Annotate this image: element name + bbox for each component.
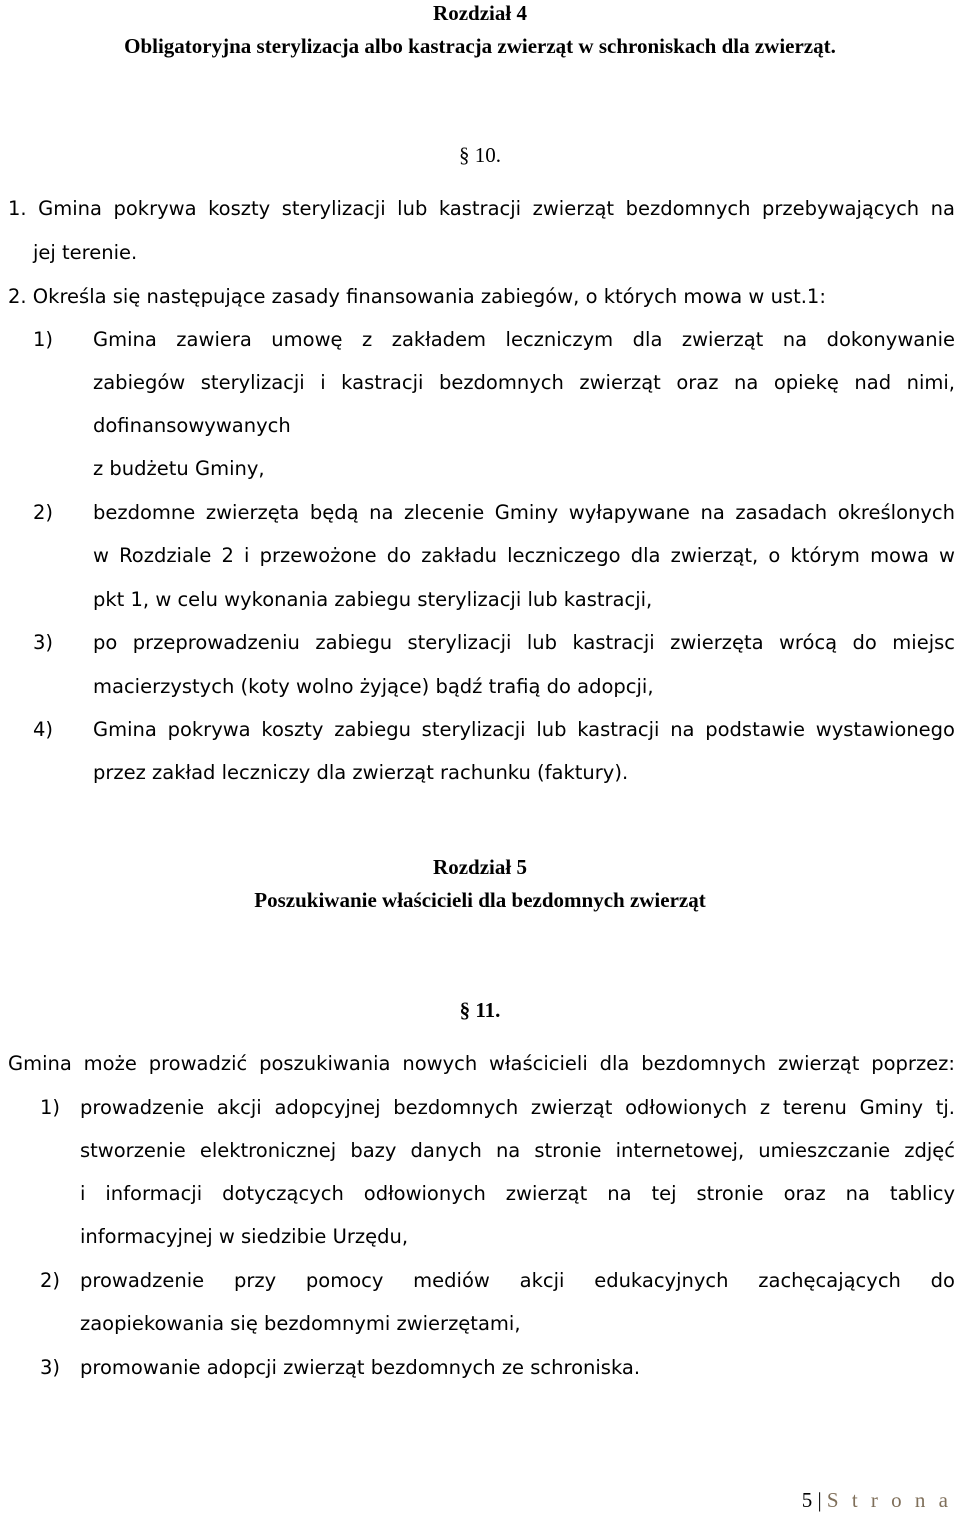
section-10-label: § 10. <box>459 143 501 167</box>
ch4-item-4-line-2: przez zakład leczniczy dla zwierząt rachunku (faktury). <box>93 761 629 784</box>
section-11-label: § 11. <box>459 998 501 1022</box>
paragraph-2: 2. Określa się następujące zasady finansowania zabiegów, o których mowa w ust.1: <box>8 285 826 308</box>
ch5-item-2-line-2: zaopiekowania się bezdomnymi zwierzętami, <box>80 1312 521 1335</box>
ch5-item-3-line-1: promowanie adopcji zwierząt bezdomnych ze schroniska. <box>80 1356 641 1379</box>
footer-separator: | <box>817 1488 822 1512</box>
ch4-item-2-line-1: bezdomne zwierzęta będą na zlecenie Gminy wyłapywane na zasadach określonych <box>93 501 955 524</box>
ch5-item-1-line-2: stworzenie elektronicznej bazy danych na stronie internetowej, umieszczanie zdjęć <box>80 1139 955 1162</box>
page-number: 5 <box>801 1488 813 1512</box>
ch4-item-2-number: 2) <box>33 501 54 524</box>
ch5-item-1-number: 1) <box>40 1096 61 1119</box>
chapter-5-title: Poszukiwanie właścicieli dla bezdomnych zwierząt <box>254 888 706 912</box>
page-footer <box>802 1487 952 1513</box>
page-label: S t r o n a <box>826 1488 952 1512</box>
ch4-item-1-line-3: dofinansowywanych <box>93 414 291 437</box>
ch4-item-1-number: 1) <box>33 328 54 351</box>
ch4-item-4-number: 4) <box>33 718 54 741</box>
ch4-item-1-line-4: z budżetu Gminy, <box>93 457 265 480</box>
paragraph-1-line-1 <box>8 196 955 222</box>
ch5-item-2-number: 2) <box>40 1269 61 1292</box>
ch4-item-4-line-1: Gmina pokrywa koszty zabiegu sterylizacji lub kastracji na podstawie wystawionego <box>93 718 955 741</box>
ch4-item-3-number: 3) <box>33 631 54 654</box>
ch5-item-2-line-1: prowadzenie przy pomocy mediów akcji edukacyjnych zachęcających do <box>80 1269 955 1292</box>
ch4-item-2-line-3: pkt 1, w celu wykonania zabiegu sterylizacji lub kastracji, <box>93 588 653 611</box>
ch4-item-1-line-1: Gmina zawiera umowę z zakładem leczniczym dla zwierząt na dokonywanie <box>93 328 955 351</box>
paragraph-1-line-2: jej terenie. <box>33 241 138 264</box>
ch5-item-1-line-1: prowadzenie akcji adopcyjnej bezdomnych zwierząt odłowionych z terenu Gminy tj. <box>80 1096 955 1119</box>
chapter-5-intro: Gmina może prowadzić poszukiwania nowych właścicieli dla bezdomnych zwierząt poprzez: <box>8 1052 955 1075</box>
chapter-4-title: Obligatoryjna sterylizacja albo kastracja zwierząt w schroniskach dla zwierząt. <box>124 34 836 58</box>
paragraph-1-line-1-text: 1. Gmina pokrywa koszty sterylizacji lub kastracji zwierząt bezdomnych przebywających na <box>8 197 955 220</box>
chapter-4-heading: Rozdział 4 <box>433 1 527 25</box>
ch5-item-1-line-3: i informacji dotyczących odłowionych zwierząt na tej stronie oraz na tablicy <box>80 1182 955 1205</box>
ch4-item-3-line-1: po przeprowadzeniu zabiegu sterylizacji lub kastracji zwierzęta wrócą do miejsc <box>93 631 955 654</box>
chapter-5-heading: Rozdział 5 <box>433 855 527 879</box>
ch4-item-2-line-2: w Rozdziale 2 i przewożone do zakładu leczniczego dla zwierząt, o którym mowa w <box>93 544 955 567</box>
ch4-item-3-line-2: macierzystych (koty wolno żyjące) bądź trafią do adopcji, <box>93 675 654 698</box>
ch5-item-3-number: 3) <box>40 1356 61 1379</box>
ch4-item-1-line-2: zabiegów sterylizacji i kastracji bezdomnych zwierząt oraz na opiekę nad nimi, <box>93 371 955 394</box>
ch5-item-1-line-4: informacyjnej w siedzibie Urzędu, <box>80 1225 409 1248</box>
